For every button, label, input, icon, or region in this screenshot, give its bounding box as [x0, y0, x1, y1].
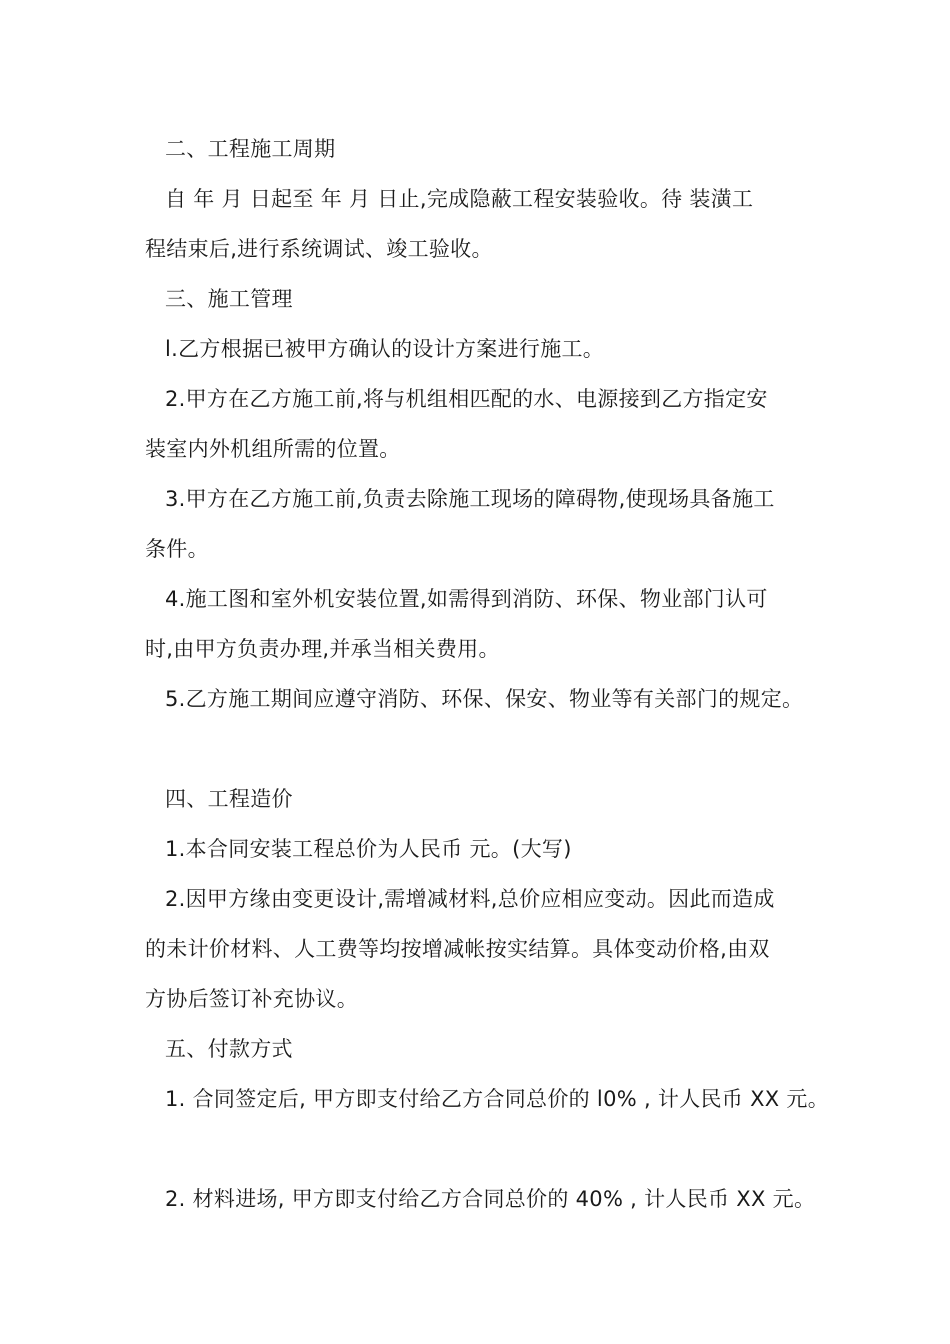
paragraph-line: l.乙方根据已被甲方确认的设计方案进行施工。	[165, 337, 605, 361]
section-heading-4: 四、工程造价	[165, 787, 293, 811]
paragraph-line: 方协后签订补充协议。	[145, 987, 358, 1011]
paragraph-line: 2.因甲方缘由变更设计,需增减材料,总价应相应变动。因此而造成	[165, 887, 775, 911]
paragraph-line: 2. 材料进场, 甲方即支付给乙方合同总价的 40% , 计人民币 XX 元。	[165, 1187, 816, 1211]
paragraph-line: 1. 合同签定后, 甲方即支付给乙方合同总价的 l0% , 计人民币 XX 元。	[165, 1087, 830, 1111]
section-heading-3: 三、施工管理	[165, 287, 293, 311]
paragraph-line: 4.施工图和室外机安装位置,如需得到消防、环保、物业部门认可	[165, 587, 768, 611]
paragraph-line: 时,由甲方负责办理,并承当相关费用。	[145, 637, 500, 661]
paragraph-line: 程结束后,进行系统调试、竣工验收。	[145, 237, 493, 261]
paragraph-line: 自 年 月 日起至 年 月 日止,完成隐蔽工程安装验收。待 装潢工	[165, 187, 754, 211]
paragraph-line: 装室内外机组所需的位置。	[145, 437, 401, 461]
paragraph-line: 2.甲方在乙方施工前,将与机组相匹配的水、电源接到乙方指定安	[165, 387, 768, 411]
paragraph-line: 条件。	[145, 537, 209, 561]
paragraph-line: 5.乙方施工期间应遵守消防、环保、保安、物业等有关部门的规定。	[165, 687, 804, 711]
paragraph-line: 的未计价材料、人工费等均按增减帐按实结算。具体变动价格,由双	[145, 937, 770, 961]
section-heading-2: 二、工程施工周期	[165, 137, 336, 161]
paragraph-line: 1.本合同安装工程总价为人民币 元。(大写)	[165, 837, 572, 861]
section-heading-5: 五、付款方式	[165, 1037, 293, 1061]
paragraph-line: 3.甲方在乙方施工前,负责去除施工现场的障碍物,使现场具备施工	[165, 487, 775, 511]
